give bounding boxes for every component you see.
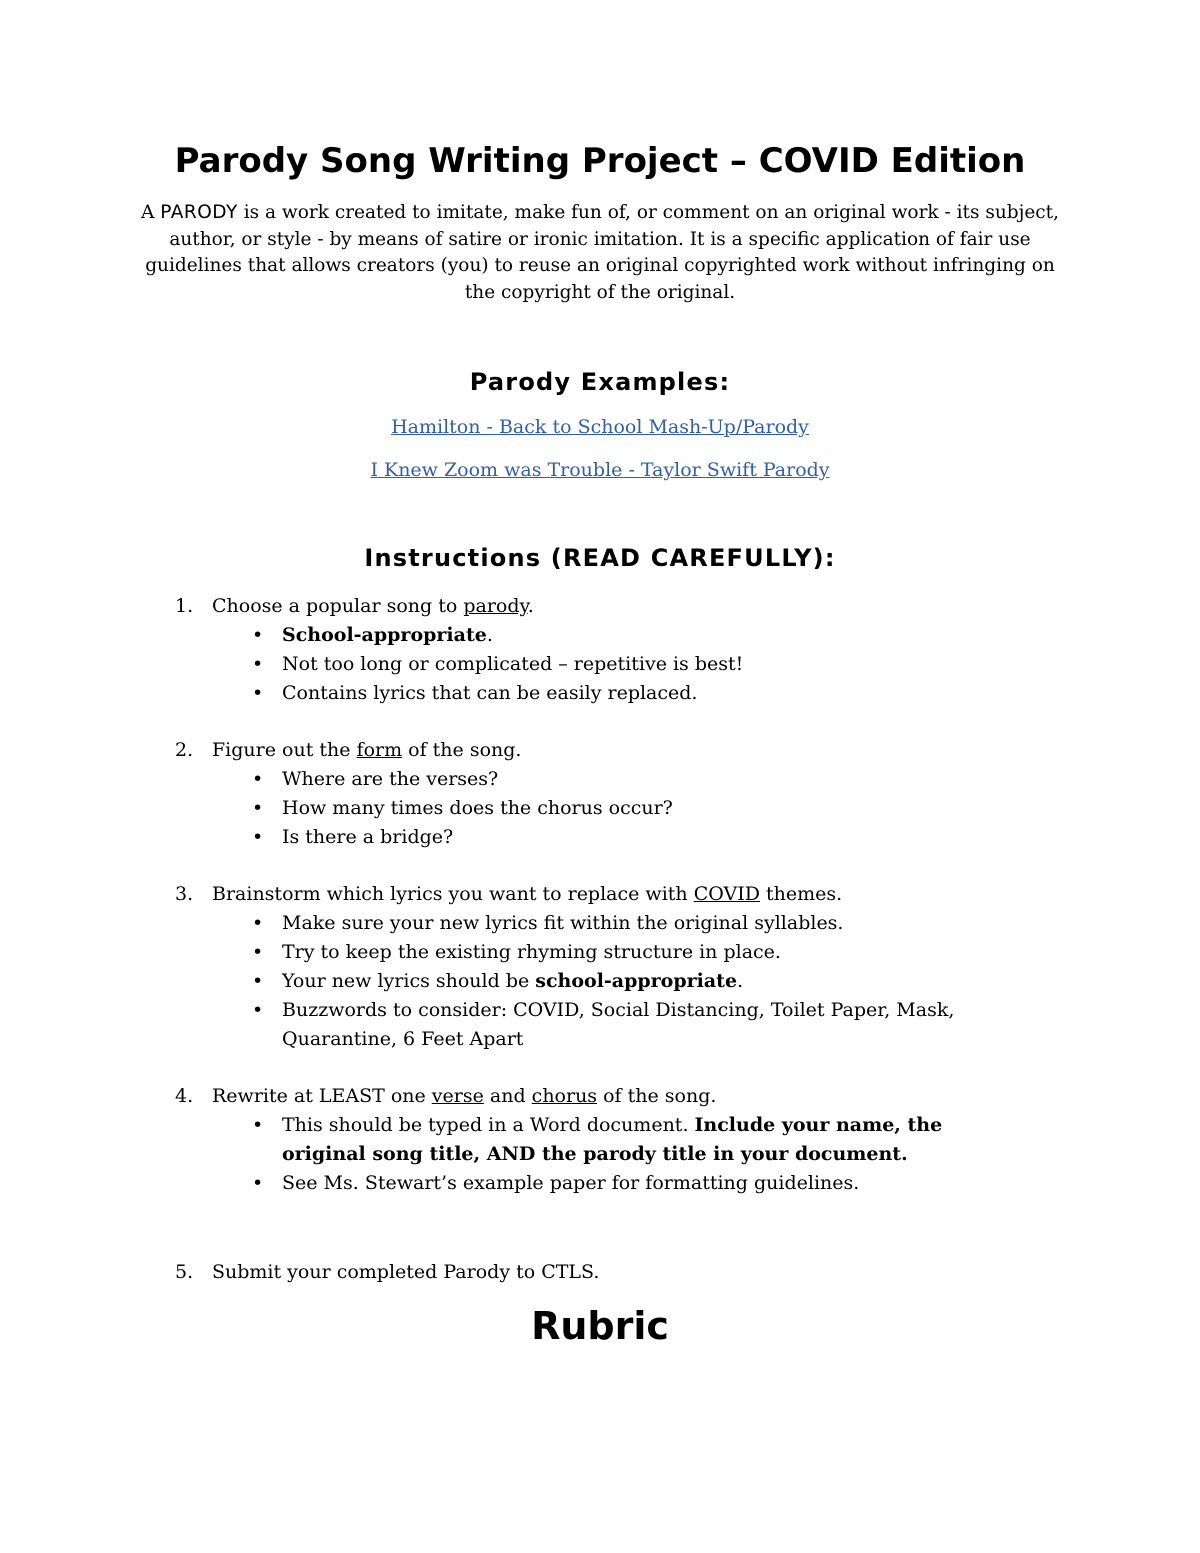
step-1-bullets: [175, 621, 1055, 708]
hamilton-parody-link[interactable]: Hamilton - Back to School Mash-Up/Parody: [391, 416, 809, 438]
list-item: [175, 967, 1055, 996]
step-1-text: [175, 592, 1055, 621]
bullet-icon: •: [252, 653, 264, 675]
step-number: 5.: [175, 1261, 194, 1283]
bold-text: school-appropriate: [535, 970, 738, 992]
bullet-icon: •: [252, 912, 264, 934]
step-text: of the song.: [597, 1085, 717, 1107]
step-4: [175, 1082, 1055, 1198]
bullet-icon: •: [252, 797, 264, 819]
page-title: Parody Song Writing Project – COVID Edition: [174, 141, 1026, 181]
bullet-icon: •: [252, 970, 264, 992]
bullet-text: .: [486, 624, 493, 646]
instructions-heading: Instructions (READ CAREFULLY):: [364, 544, 836, 572]
bullet-text: Make sure your new lyrics fit within the original syllables.: [282, 912, 844, 934]
step-4-text: [175, 1082, 1055, 1111]
intro-lead-word: PARODY: [160, 202, 238, 223]
bullet-text: Is there a bridge?: [282, 826, 454, 848]
bullet-icon: •: [252, 941, 264, 963]
step-2-text: [175, 736, 1055, 765]
list-item: [175, 794, 1055, 823]
list-item: [175, 1111, 1055, 1169]
list-item: [175, 679, 1055, 708]
step-5: [175, 1258, 1055, 1287]
example-link-row-2: [0, 456, 1200, 484]
bold-text: Include your name, the original song title, AND the parody title in your document.: [282, 1114, 943, 1165]
bullet-text: How many times does the chorus occur?: [282, 797, 673, 819]
underlined-term: chorus: [531, 1085, 598, 1107]
step-text: Submit your completed Parody to CTLS.: [212, 1261, 600, 1283]
examples-heading: Parody Examples:: [469, 368, 731, 396]
list-item: [175, 650, 1055, 679]
step-text: Figure out the: [212, 739, 357, 761]
step-text: .: [527, 595, 534, 617]
intro-paragraph: [140, 200, 1060, 306]
example-link-row-1: [0, 413, 1200, 441]
bullet-text: Where are the verses?: [282, 768, 499, 790]
step-text: of the song.: [402, 739, 522, 761]
bullet-text: See Ms. Stewart’s example paper for formatting guidelines.: [282, 1172, 860, 1194]
bullet-icon: •: [252, 1114, 264, 1136]
step-text: Choose a popular song to: [212, 595, 464, 617]
bullet-icon: •: [252, 768, 264, 790]
step-3-bullets: [175, 909, 1055, 1054]
underlined-term: parody: [463, 595, 528, 617]
step-text: Brainstorm which lyrics you want to replace with: [212, 883, 694, 905]
bold-text: School-appropriate: [282, 624, 487, 646]
bullet-text: Buzzwords to consider: COVID, Social Distancing, Toilet Paper, Mask, Quarantine, 6 Feet Apart: [282, 999, 955, 1050]
rubric-heading: Rubric: [531, 1304, 669, 1348]
step-number: 3.: [175, 883, 194, 905]
zoom-trouble-parody-link[interactable]: I Knew Zoom was Trouble - Taylor Swift Parody: [370, 459, 830, 481]
bullet-icon: •: [252, 826, 264, 848]
step-1: [175, 592, 1055, 708]
step-3: [175, 880, 1055, 1054]
step-number: 4.: [175, 1085, 194, 1107]
step-text: themes.: [759, 883, 843, 905]
bullet-icon: •: [252, 1172, 264, 1194]
bullet-text: .: [737, 970, 744, 992]
bullet-icon: •: [252, 999, 264, 1021]
list-item: [175, 909, 1055, 938]
underlined-term: verse: [431, 1085, 484, 1107]
step-2: [175, 736, 1055, 852]
bullet-text: Contains lyrics that can be easily replaced.: [282, 682, 698, 704]
intro-text: is a work created to imitate, make fun of, or comment on an original work - its subject, author, or style - by means of satire or ironic imitation. It is a specific application of fair use guidelines that allows creators (you) to reuse an original copyrighted work without infringing on the copyright of the original.: [145, 202, 1059, 303]
bullet-text: Try to keep the existing rhyming structure in place.: [282, 941, 781, 963]
bullet-icon: •: [252, 624, 264, 646]
bullet-icon: •: [252, 682, 264, 704]
step-2-bullets: [175, 765, 1055, 852]
list-item: [175, 1169, 1055, 1198]
list-item: [175, 823, 1055, 852]
list-item: [175, 765, 1055, 794]
bullet-text: Your new lyrics should be: [282, 970, 536, 992]
step-5-text: [175, 1258, 1055, 1287]
step-text: Rewrite at LEAST one: [212, 1085, 432, 1107]
step-4-bullets: [175, 1111, 1055, 1198]
bullet-text: Not too long or complicated – repetitive is best!: [282, 653, 744, 675]
step-text: and: [483, 1085, 532, 1107]
intro-article: A: [141, 202, 161, 223]
list-item: [175, 621, 1055, 650]
list-item: [175, 996, 1055, 1054]
list-item: [175, 938, 1055, 967]
step-number: 2.: [175, 739, 194, 761]
step-3-text: [175, 880, 1055, 909]
bullet-text: This should be typed in a Word document.: [282, 1114, 695, 1136]
step-number: 1.: [175, 595, 194, 617]
underlined-term: form: [356, 739, 403, 761]
underlined-term: COVID: [693, 883, 760, 905]
